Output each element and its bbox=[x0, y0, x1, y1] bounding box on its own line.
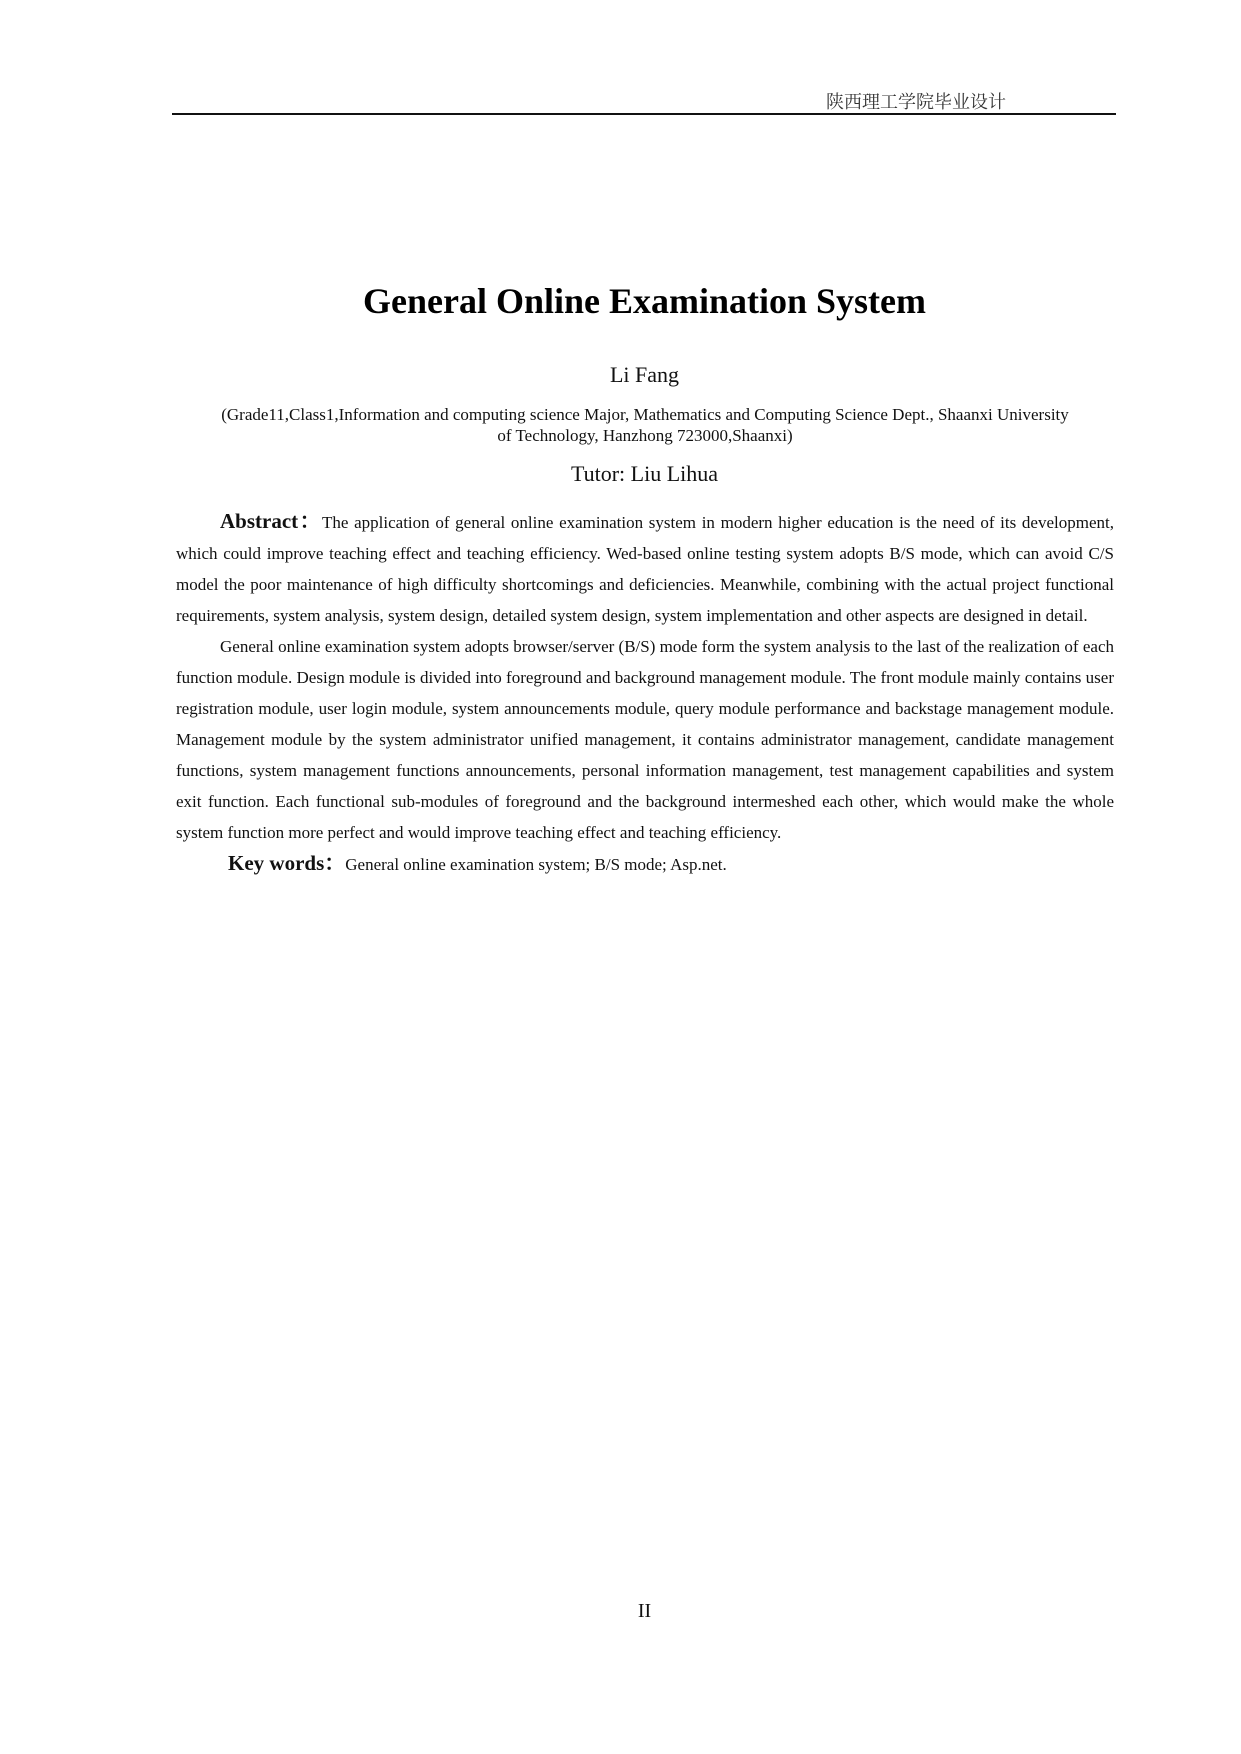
abstract-paragraph-1 bbox=[176, 506, 1114, 631]
paper-title: General Online Examination System bbox=[362, 281, 926, 321]
keywords-line bbox=[176, 848, 1114, 880]
abstract-label: Abstract： bbox=[220, 509, 323, 533]
abstract-paragraph-2: General online examination system adopts browser/server (B/S) mode form the system analysis to the last of the realization of each function module. Design module is divided into foreground and background management module. The front module mainly contains user registration module, user login module, system announcements module, query module performance and backstage management module. Management module by the system administrator unified management, it contains administrator management, candidate management functions, system management functions announcements, personal information management, test management capabilities and system exit function. Each functional sub-modules of foreground and the background intermeshed each other, which would make the whole system function more perfect and would improve teaching effect and teaching efficiency. bbox=[176, 637, 1114, 842]
keywords-label: Key words： bbox=[228, 851, 346, 875]
author-affiliation: (Grade11,Class1,Information and computing science Major, Mathematics and Computing Science Dept., Shaanxi University of Technology, Hanzhong 723000,Shaanxi) bbox=[221, 405, 1069, 445]
tutor-name: Tutor: Liu Lihua bbox=[570, 461, 719, 486]
abstract-section bbox=[176, 506, 1114, 880]
running-header: 陕西理工学院毕业设计 bbox=[826, 92, 1006, 113]
abstract-text-1: The application of general online examination system in modern higher education is the need of its development, which could improve teaching effect and teaching efficiency. Wed-based online testing system adopts B/S mode, which can avoid C/S model the poor maintenance of high difficulty shortcomings and deficiencies. Meanwhile, combining with the actual project functional requirements, system analysis, system design, detailed system design, system implementation and other aspects are designed in detail. bbox=[176, 513, 1114, 625]
author-name: Li Fang bbox=[609, 362, 680, 387]
page-number: II bbox=[637, 1600, 652, 1622]
keywords-text: General online examination system; B/S mode; Asp.net. bbox=[345, 855, 727, 874]
header-divider bbox=[172, 113, 1116, 115]
